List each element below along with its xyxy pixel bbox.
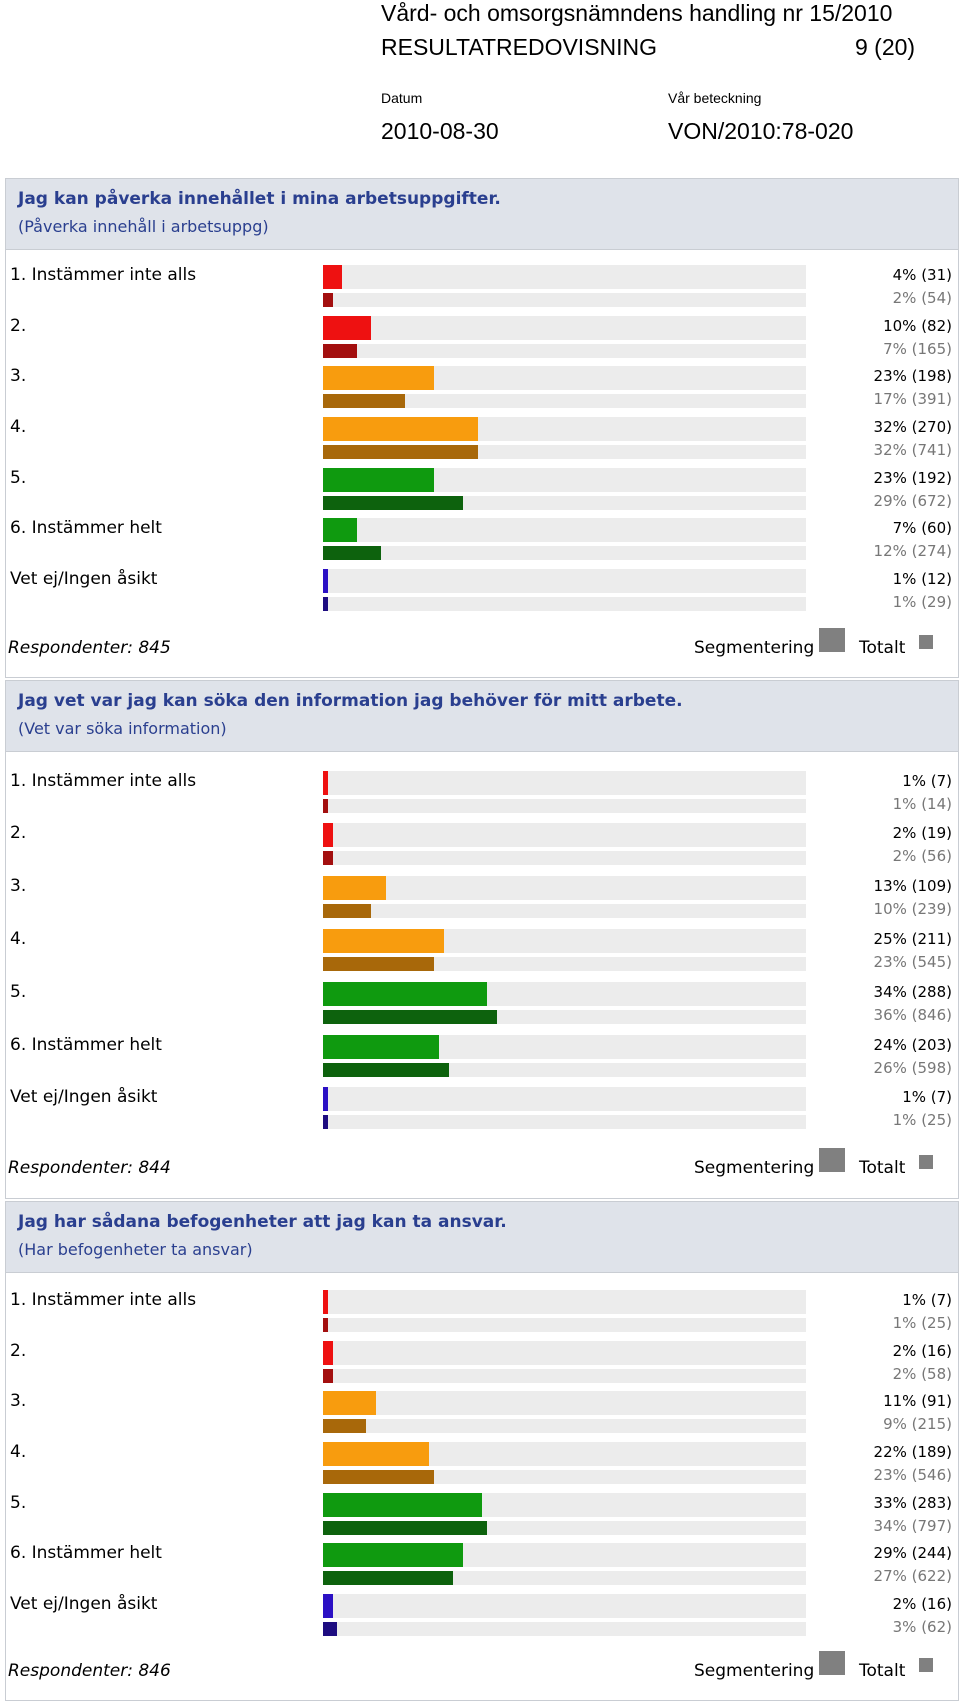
question-panel — [5, 680, 959, 1199]
question-subtitle: (Vet var söka information) — [18, 719, 227, 738]
segment-bar — [323, 771, 328, 795]
bar-track — [323, 546, 806, 560]
total-bar — [323, 344, 357, 358]
date-label: Datum — [381, 90, 423, 106]
bar-track — [323, 569, 806, 593]
total-value-label: 1% (25) — [892, 1314, 952, 1332]
category-label: 5. — [10, 1493, 27, 1513]
category-label: Vet ej/Ingen åsikt — [10, 569, 158, 589]
legend-total-swatch — [919, 635, 933, 649]
category-label: 2. — [10, 1341, 27, 1361]
bar-track — [323, 1594, 806, 1618]
segment-bar — [323, 518, 357, 542]
bar-track — [323, 1290, 806, 1314]
legend-segment-swatch — [819, 1148, 845, 1172]
legend-total-label: Totalt — [859, 1661, 906, 1681]
total-value-label: 2% (56) — [892, 847, 952, 865]
total-value-label: 1% (25) — [892, 1111, 952, 1129]
total-value-label: 12% (274) — [873, 542, 952, 560]
category-label: 4. — [10, 417, 27, 437]
total-value-label: 36% (846) — [873, 1006, 952, 1024]
segment-bar — [323, 265, 342, 289]
question-header — [6, 1202, 958, 1273]
category-label: 2. — [10, 316, 27, 336]
question-subtitle: (Påverka innehåll i arbetsuppg) — [18, 217, 269, 236]
bar-track — [323, 1341, 806, 1365]
segment-bar — [323, 417, 478, 441]
legend-segment-label: Segmentering — [694, 638, 815, 658]
segment-value-label: 4% (31) — [892, 266, 952, 284]
total-bar — [323, 1010, 497, 1024]
category-label: 3. — [10, 366, 27, 386]
segment-value-label: 11% (91) — [883, 1392, 952, 1410]
total-bar — [323, 1521, 487, 1535]
category-label: 3. — [10, 876, 27, 896]
segment-value-label: 29% (244) — [873, 1544, 952, 1562]
category-label: 5. — [10, 982, 27, 1002]
bar-track — [323, 597, 806, 611]
total-bar — [323, 546, 381, 560]
bar-track — [323, 799, 806, 813]
total-bar — [323, 1622, 337, 1636]
segment-bar — [323, 929, 444, 953]
total-value-label: 10% (239) — [873, 900, 952, 918]
question-panel — [5, 1201, 959, 1701]
segment-bar — [323, 1493, 482, 1517]
segment-value-label: 13% (109) — [873, 877, 952, 895]
segment-bar — [323, 876, 386, 900]
category-label: 6. Instämmer helt — [10, 518, 162, 538]
bar-track — [323, 293, 806, 307]
segment-bar — [323, 1290, 328, 1314]
segment-bar — [323, 1391, 376, 1415]
question-title: Jag vet var jag kan söka den information jag behöver för mitt arbete. — [18, 691, 683, 711]
segment-value-label: 1% (7) — [902, 772, 952, 790]
segment-bar — [323, 1594, 333, 1618]
total-value-label: 29% (672) — [873, 492, 952, 510]
segment-value-label: 2% (16) — [892, 1595, 952, 1613]
segment-bar — [323, 569, 328, 593]
segment-value-label: 24% (203) — [873, 1036, 952, 1054]
segment-bar — [323, 1442, 429, 1466]
legend-segment-swatch — [819, 628, 845, 652]
bar-track — [323, 823, 806, 847]
total-value-label: 26% (598) — [873, 1059, 952, 1077]
segment-bar — [323, 1341, 333, 1365]
segment-bar — [323, 316, 371, 340]
total-value-label: 27% (622) — [873, 1567, 952, 1585]
total-bar — [323, 1115, 328, 1129]
segment-value-label: 1% (7) — [902, 1291, 952, 1309]
legend-total-swatch — [919, 1658, 933, 1672]
segment-value-label: 25% (211) — [873, 930, 952, 948]
document-title: Vård- och omsorgsnämndens handling nr 15/2010 — [381, 0, 893, 26]
question-subtitle: (Har befogenheter ta ansvar) — [18, 1240, 253, 1259]
total-value-label: 9% (215) — [883, 1415, 952, 1433]
total-bar — [323, 496, 463, 510]
bar-track — [323, 1087, 806, 1111]
question-title: Jag kan påverka innehållet i mina arbetsuppgifter. — [18, 189, 501, 209]
total-bar — [323, 293, 333, 307]
category-label: 6. Instämmer helt — [10, 1543, 162, 1563]
segment-value-label: 22% (189) — [873, 1443, 952, 1461]
segment-value-label: 10% (82) — [883, 317, 952, 335]
category-label: 6. Instämmer helt — [10, 1035, 162, 1055]
question-title: Jag har sådana befogenheter att jag kan ta ansvar. — [18, 1212, 507, 1232]
category-label: Vet ej/Ingen åsikt — [10, 1594, 158, 1614]
bar-track — [323, 1318, 806, 1332]
bar-track — [323, 1622, 806, 1636]
total-bar — [323, 1369, 333, 1383]
segment-value-label: 32% (270) — [873, 418, 952, 436]
bar-track — [323, 1419, 806, 1433]
segment-value-label: 23% (192) — [873, 469, 952, 487]
total-bar — [323, 1318, 328, 1332]
respondents-count: Respondenter: 844 — [8, 1158, 171, 1178]
total-bar — [323, 597, 328, 611]
total-bar — [323, 394, 405, 408]
legend-segment-swatch — [819, 1651, 845, 1675]
bar-track — [323, 344, 806, 358]
total-bar — [323, 1470, 434, 1484]
total-value-label: 3% (62) — [892, 1618, 952, 1636]
total-value-label: 17% (391) — [873, 390, 952, 408]
category-label: 5. — [10, 468, 27, 488]
segment-value-label: 1% (7) — [902, 1088, 952, 1106]
segment-bar — [323, 982, 487, 1006]
segment-value-label: 33% (283) — [873, 1494, 952, 1512]
legend-total-swatch — [919, 1155, 933, 1169]
segment-bar — [323, 823, 333, 847]
segment-bar — [323, 468, 434, 492]
bar-track — [323, 1391, 806, 1415]
segment-value-label: 2% (19) — [892, 824, 952, 842]
bar-track — [323, 316, 806, 340]
bar-track — [323, 1115, 806, 1129]
page-number: 9 (20) — [855, 34, 916, 60]
question-header — [6, 681, 958, 752]
bar-track — [323, 518, 806, 542]
total-value-label: 34% (797) — [873, 1517, 952, 1535]
segment-value-label: 1% (12) — [892, 570, 952, 588]
legend-segment-label: Segmentering — [694, 1158, 815, 1178]
bar-track — [323, 904, 806, 918]
bar-track — [323, 1369, 806, 1383]
total-bar — [323, 445, 478, 459]
document-section: RESULTATREDOVISNING — [381, 34, 658, 60]
total-bar — [323, 799, 328, 813]
total-bar — [323, 851, 333, 865]
segment-value-label: 7% (60) — [892, 519, 952, 537]
total-value-label: 2% (54) — [892, 289, 952, 307]
category-label: 3. — [10, 1391, 27, 1411]
category-label: Vet ej/Ingen åsikt — [10, 1087, 158, 1107]
legend-total-label: Totalt — [859, 1158, 906, 1178]
reference-value: VON/2010:78-020 — [668, 118, 854, 144]
segment-value-label: 23% (198) — [873, 367, 952, 385]
question-header — [6, 179, 958, 250]
question-panel — [5, 178, 959, 678]
bar-track — [323, 851, 806, 865]
total-value-label: 23% (546) — [873, 1466, 952, 1484]
reference-label: Vår beteckning — [668, 90, 762, 106]
date-value: 2010-08-30 — [381, 118, 499, 144]
category-label: 2. — [10, 823, 27, 843]
total-value-label: 1% (14) — [892, 795, 952, 813]
total-bar — [323, 1571, 453, 1585]
bar-track — [323, 265, 806, 289]
total-value-label: 7% (165) — [883, 340, 952, 358]
total-value-label: 32% (741) — [873, 441, 952, 459]
total-bar — [323, 957, 434, 971]
respondents-count: Respondenter: 845 — [8, 638, 171, 658]
total-bar — [323, 904, 371, 918]
category-label: 4. — [10, 929, 27, 949]
category-label: 1. Instämmer inte alls — [10, 1290, 197, 1310]
total-bar — [323, 1419, 366, 1433]
category-label: 1. Instämmer inte alls — [10, 771, 197, 791]
segment-bar — [323, 1543, 463, 1567]
segment-bar — [323, 1035, 439, 1059]
segment-value-label: 2% (16) — [892, 1342, 952, 1360]
legend-total-label: Totalt — [859, 638, 906, 658]
legend-segment-label: Segmentering — [694, 1661, 815, 1681]
total-value-label: 2% (58) — [892, 1365, 952, 1383]
segment-value-label: 34% (288) — [873, 983, 952, 1001]
total-bar — [323, 1063, 449, 1077]
segment-bar — [323, 366, 434, 390]
respondents-count: Respondenter: 846 — [8, 1661, 171, 1681]
total-value-label: 23% (545) — [873, 953, 952, 971]
segment-bar — [323, 1087, 328, 1111]
bar-track — [323, 771, 806, 795]
category-label: 1. Instämmer inte alls — [10, 265, 197, 285]
bar-track — [323, 876, 806, 900]
total-value-label: 1% (29) — [892, 593, 952, 611]
category-label: 4. — [10, 1442, 27, 1462]
